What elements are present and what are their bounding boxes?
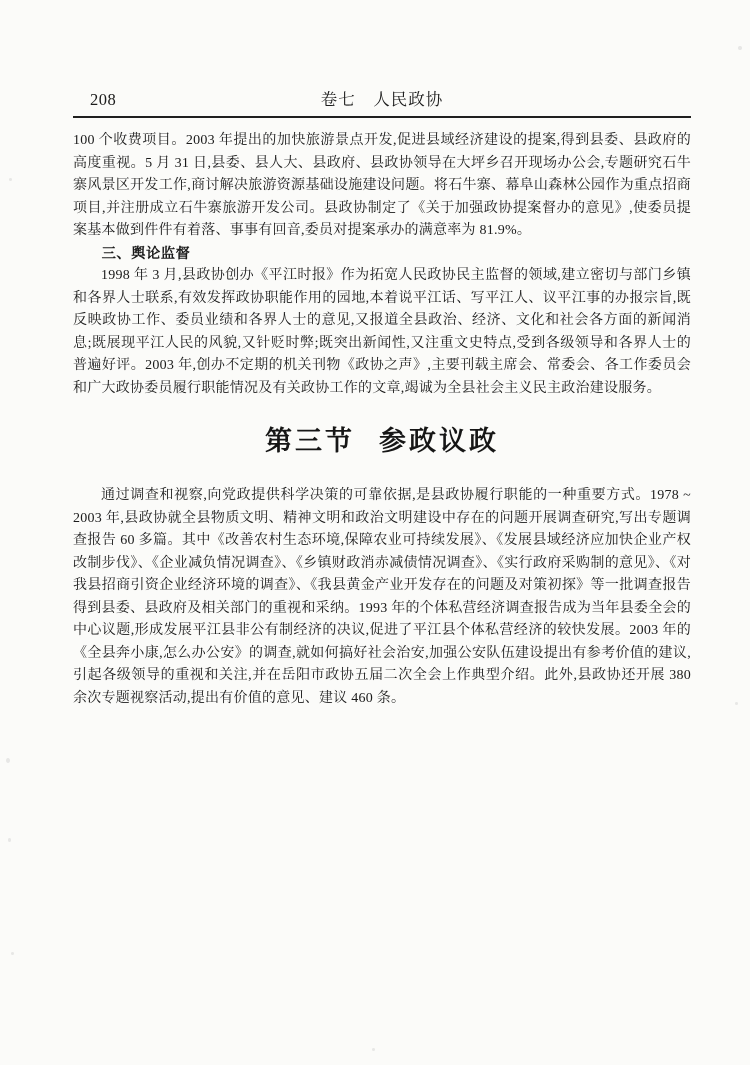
running-title: 卷七 人民政协 xyxy=(320,90,444,109)
section-number: 第三节 xyxy=(265,426,355,456)
scan-speck xyxy=(735,702,738,705)
scan-speck xyxy=(372,1048,375,1051)
subsection-heading-public-opinion-supervision: 三、舆论监督 xyxy=(101,245,191,262)
scan-speck xyxy=(8,838,11,842)
paragraph-political-participation: 通过调查和视察,向党政提供科学决策的可靠依据,是县政协履行职能的一种重要方式。1978 ~ 2003 年,县政协就全县物质文明、精神文明和政治文明建设中存在的问题开展调查研究,写出专题调查报告 60 多篇。其中《改善农村生态环境,保障农业可持续发展》、《发展县域经济应加快企业产权改制步伐》、《企业减负情况调查》、《乡镇财政消赤减债情况调查》、《实行政府采购制的意见》、《对我县招商引资企业经济环境的调查》、《我县黄金产业开发存在的问题及对策初探》等一批调查报告得到县委、县政府及相关部门的重视和采纳。1993 年的个体私营经济调查报告成为当年县委全会的中心议题,形成发展平江县非公有制经济的决议,促进了平江县个体私营经济的较快发展。2003 年的《全县奔小康,怎么办公安》的调查,就如何搞好社会治安,加强公安队伍建设提出有参考价值的建议,引起各级领导的重视和关注,并在岳阳市政协五届二次全会上作典型介绍。此外,县政协还开展 380 余次专题视察活动,提出有价值的意见、建议 460 条。 xyxy=(73,488,691,706)
page-number: 208 xyxy=(90,90,117,109)
page-header xyxy=(73,88,691,114)
paragraph-proposal-supervision-continuation: 100 个收费项目。2003 年提出的加快旅游景点开发,促进县域经济建设的提案,得到县委、县政府的高度重视。5 月 31 日,县委、县人大、县政府、县政协领导在大坪乡召开现场办公会,专题研究石牛寨风景区开发工作,商讨解决旅游资源基础设施建设问题。将石牛寨、幕阜山森林公园作为重点招商项目,并注册成立石牛寨旅游开发公司。县政协制定了《关于加强政协提案督办的意见》,使委员提案基本做到件件有着落、事事有回音,委员对提案承办的满意率为 81.9%。 xyxy=(73,133,691,238)
scan-speck xyxy=(11,952,14,955)
section-heading xyxy=(73,428,691,455)
scan-speck xyxy=(738,46,742,50)
scan-speck xyxy=(9,178,12,181)
section-title: 参政议政 xyxy=(379,426,499,456)
header-rule xyxy=(73,116,691,118)
page-body xyxy=(73,130,691,710)
page-content xyxy=(73,88,691,710)
paragraph-public-opinion-supervision: 1998 年 3 月,县政协创办《平江时报》作为拓宽人民政协民主监督的领域,建立密切与部门乡镇和各界人士联系,有效发挥政协职能作用的园地,本着说平江话、写平江人、议平江事的办报宗旨,既反映政协工作、委员业绩和各界人士的意见,又报道全县政治、经济、文化和社会各方面的新闻消息;既展现平江人民的风貌,又针贬时弊;既突出新闻性,又注重文史特点,受到各级领导和各界人士的普遍好评。2003 年,创办不定期的机关刊物《政协之声》,主要刊载主席会、常委会、各工作委员会和广大政协委员履行职能情况及有关政协工作的文章,竭诚为全县社会主义民主政治建设服务。 xyxy=(73,268,691,396)
scan-speck xyxy=(6,758,10,763)
